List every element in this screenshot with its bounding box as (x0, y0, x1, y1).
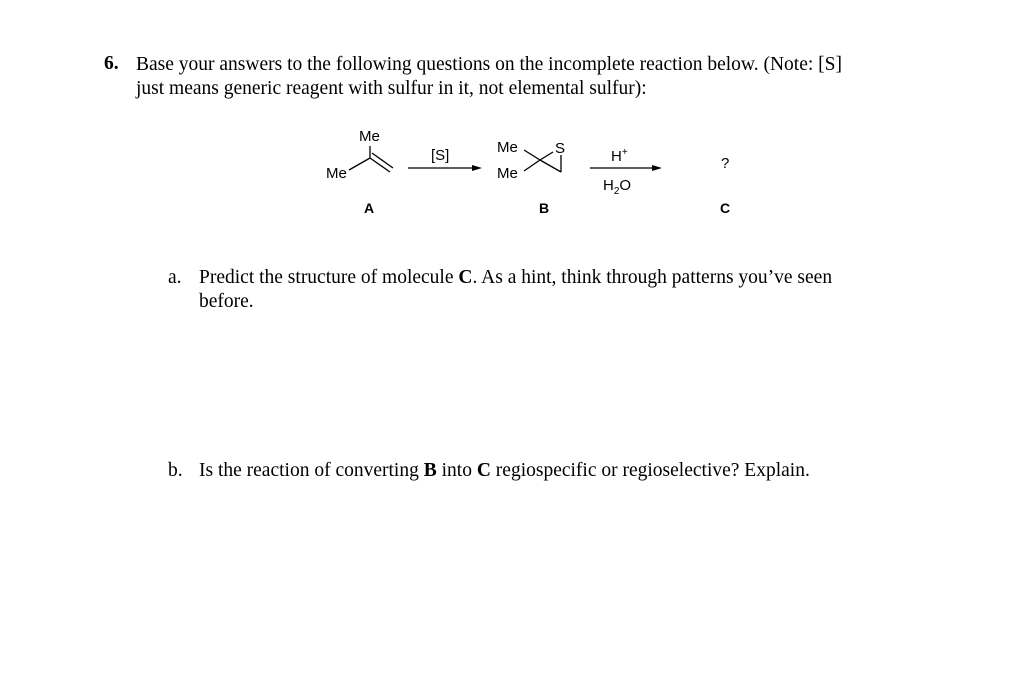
part-b-label: b. (168, 460, 183, 481)
molecule-b-bond-me-top (524, 150, 540, 160)
molecule-a-double-bond-2 (372, 153, 393, 168)
molecule-a-double-bond-1 (370, 158, 390, 172)
molecule-a-bond-left (349, 158, 370, 170)
molecule-b-bond-ch2 (540, 160, 561, 172)
part-b (168, 459, 928, 485)
molecule-a-label: A (364, 200, 375, 216)
reaction-arrow-2 (590, 147, 662, 197)
part-a (168, 266, 928, 316)
arrow-2-head (652, 165, 662, 171)
molecule-b-bond-s (540, 152, 553, 160)
molecule-c-placeholder: ? (721, 155, 730, 172)
molecule-a-me-top: Me (359, 128, 380, 145)
molecule-b-sulfur: S (555, 140, 566, 157)
reagent-sulfur: [S] (431, 147, 450, 164)
reaction-arrow-1 (408, 147, 482, 171)
molecule-c-label: C (720, 200, 731, 216)
part-a-text-line2: before. (199, 291, 254, 312)
reagent-water: $H_2O$ (603, 177, 632, 197)
part-a-text (199, 266, 899, 314)
part-b-text-mid: into (436, 460, 477, 481)
molecule-a (326, 128, 393, 216)
part-b-bold-b: B (423, 460, 437, 481)
arrow-1-head (472, 165, 482, 171)
molecule-b-me-bottom: Me (497, 165, 518, 182)
molecule-b-label: B (539, 200, 550, 216)
part-b-text-start: Is the reaction of converting (199, 460, 424, 481)
part-a-label: a. (168, 267, 182, 288)
molecule-a-me-left: Me (326, 165, 347, 182)
question-text-line1: Base your answers to the following questions on the incomplete reaction below. (Note: [S] (136, 54, 842, 75)
reagent-acid: H+ (611, 147, 628, 165)
molecule-b-bond-me-bottom (524, 160, 540, 171)
molecule-b (497, 139, 565, 216)
part-a-bold-c: C (458, 267, 473, 288)
question-number: 6. (104, 53, 119, 74)
part-b-bold-c: C (476, 460, 491, 481)
molecule-b-me-top: Me (497, 139, 518, 156)
molecule-c (720, 155, 730, 216)
part-b-text-end: regiospecific or regioselective? Explain. (490, 460, 810, 481)
question-text-line2: just means generic reagent with sulfur in it, not elemental sulfur): (136, 78, 647, 99)
part-a-text-end: . As a hint, think through patterns you’ve seen (472, 267, 833, 288)
part-b-text (199, 459, 899, 483)
part-a-text-start: Predict the structure of molecule (199, 267, 459, 288)
